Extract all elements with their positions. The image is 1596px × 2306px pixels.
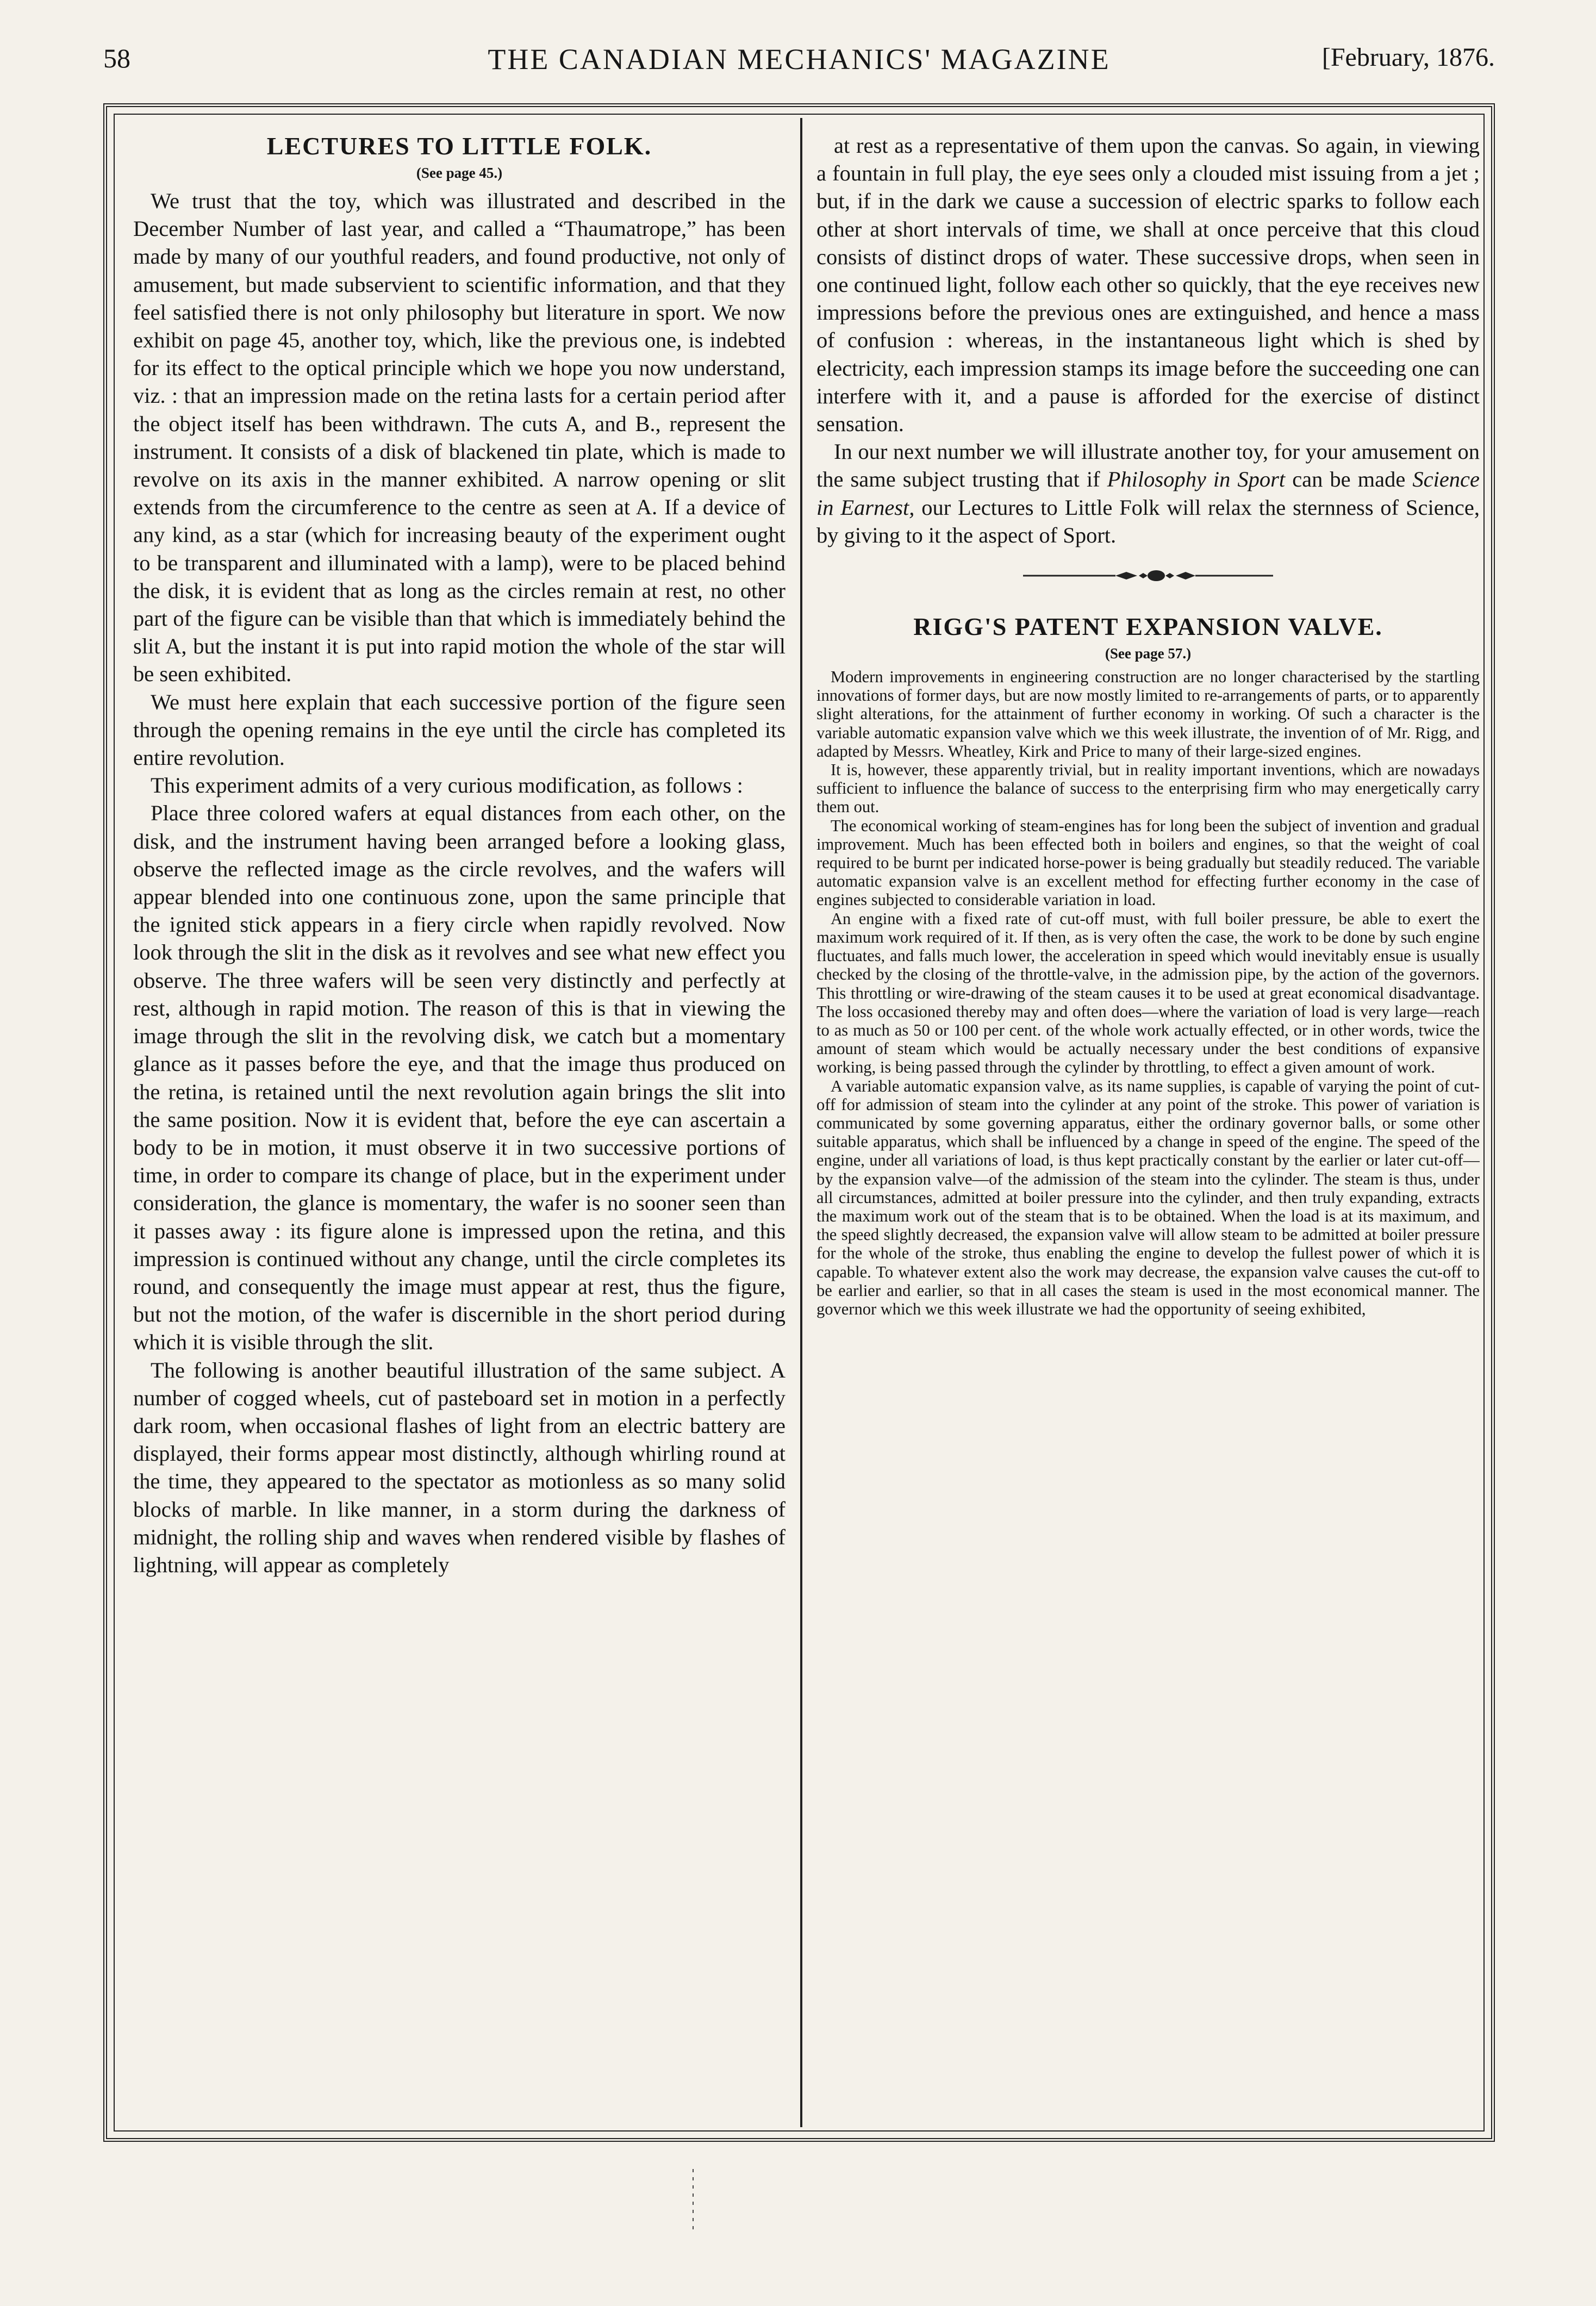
lectures-paragraph-3: This experiment admits of a very curious modification, as follows : xyxy=(151,773,743,798)
running-head xyxy=(103,42,1495,86)
lectures-paragraph-1: We trust that the toy, which was illustrated and described in the December Number of last year, and called a “Thaumatrope,” has been made by many of our youthful readers, and found productive, not only of amusement, but made subservient to scientific information, and that they feel satisfied there is not only philosophy but literature in sport. We now exhibit on page 45, another toy, which, like the previous one, is indebted for its effect to the optical principle which we hope you now understand, viz. : that an impression made on the retina lasts for a certain period after the object itself has been withdrawn. The cuts A, and B., represent the instrument. It consists of a disk of blackened tin plate, which is made to revolve on its axis in the manner exhibited. A narrow opening or slit extends from the circumference to the centre as seen at A. If a device of any kind, as a star (which for increasing beauty of the experiment ought to be transparent and illuminated with a lamp), were to be placed behind the disk, it is evident that as long as the circles remain at rest, no other part of the figure can be visible than that which is immediately behind the slit A, but the instant it is put into rapid motion the whole of the star will be seen exhibited. xyxy=(133,189,785,687)
continuation-italic-philosophy: Philosophy in Sport xyxy=(1107,467,1286,492)
article-title-riggs: RIGG'S PATENT EXPANSION VALVE. xyxy=(913,613,1383,641)
continuation-text-a: In our next number we will illustrate another toy, for your amusement on the same subject trusting that if xyxy=(816,439,1480,492)
page-number: 58 xyxy=(103,43,130,73)
lectures-paragraph-4: Place three colored wafers at equal distances from each other, on the disk, and the instrument having been arranged before a looking glass, observe the reflected image as the circle revolves, and the wafers will appear blended into one continuous zone, upon the same principle that the ignited stick appears in a fiery circle when rapidly revolved. Now look through the slit in the disk as it revolves and see what new effect you observe. The three wafers will be seen very distinctly and perfectly at rest, although in rapid motion. The reason of this is that in viewing the image through the slit in the revolving disk, we catch but a momentary glance as it passes before the eye, and that the image thus produced on the retina, is retained until the next revolution again brings the slit into the same position. Now it is evident that, before the eye can ascertain a body to be in motion, it must observe it in two successive portions of time, in order to compare its change of place, but in the experiment under consideration, the glance is momentary, the wafer is no sooner seen than it passes away : its figure alone is impressed upon the retina, and this impression is continued without any change, until the circle completes its round, and consequently the image must appear at rest, thus the figure, but not the motion, of the wafer is discernible in the short period during which it is visible through the slit. xyxy=(133,801,785,1355)
continuation-paragraph-1: at rest as a representative of them upon the canvas. So again, in viewing a fountain in full play, the eye sees only a clouded mist issuing from a jet ; but, if in the dark we cause a succession of electric sparks to follow each other at short intervals of time, we shall at once perceive that this cloud consists of distinct drops of water. These successive drops, when seen in one continued light, follow each other so quickly, that the eye receives new impressions before the previous ones are extinguished, and hence a mass of confusion : whereas, in the instantaneous light which is shed by electricity, each impression stamps its image before the succeeding one can interfere with it, and a pause is afforded for the exercise of distinct sensation. xyxy=(816,133,1480,437)
left-column xyxy=(133,132,785,2116)
printer-mark-icon xyxy=(690,2169,696,2234)
page-frame xyxy=(103,103,1495,2142)
riggs-paragraph-4: An engine with a fixed rate of cut-off must, with full boiler pressure, be able to exert the maximum work required of it. If then, as is very often the case, the work to be done by such engine fluctuates, and falls much lower, the acceleration in speed which would inevitably ensue is usually checked by the closing of the throttle-valve, in the admission pipe, by the action of the governors. This throttling or wire-drawing of the steam causes it to be used at great economical disadvantage. The loss occasioned thereby may and often does—where the variation of load is very large—reach to as much as 50 or 100 per cent. of the whole work actually effected, or in other words, twice the amount of steam which would be actually necessary under the best conditions of expansive working, is being passed through the cylinder by throttling, to effect a given amount of work. xyxy=(816,909,1480,1077)
riggs-paragraph-2: It is, however, these apparently trivial, but in reality important inventions, which are nowadays sufficient to influence the balance of success to the enterprising firm who may energetically carry them out. xyxy=(816,761,1480,817)
lectures-paragraph-2: We must here explain that each successive portion of the figure seen through the opening remains in the eye until the circle has completed its entire revolution. xyxy=(133,689,785,770)
see-page-note-riggs: (See page 57.) xyxy=(1105,645,1192,662)
see-page-note-lectures: (See page 45.) xyxy=(416,165,503,181)
continuation-text-b: can be made xyxy=(1285,467,1413,492)
column-rule xyxy=(800,118,802,2127)
continuation-italic-science: Science in Earnest, xyxy=(816,467,1480,520)
riggs-paragraph-1: Modern improvements in engineering construction are no longer characterised by the startling innovations of former days, but are now mostly limited to re-arrangements of parts, or to apparently slight alterations, for the attainment of further economy in working. Of such a character is the variable automatic expansion valve which we this week illustrate, the invention of of Mr. Rigg, and adapted by Messrs. Wheatley, Kirk and Price to many of their large-sized engines. xyxy=(816,668,1480,761)
article-title-lectures: LECTURES TO LITTLE FOLK. xyxy=(266,132,652,160)
continuation-paragraph-2 xyxy=(816,438,1480,549)
right-column xyxy=(816,132,1480,2116)
continuation-text-c: our Lectures to Little Folk will relax the sternness of Science, by giving to it the aspect of Sport. xyxy=(816,495,1480,547)
riggs-paragraph-5: A variable automatic expansion valve, as its name supplies, is capable of varying the point of cut-off for admission of steam into the cylinder at any point of the stroke. This power of variation is communicated by some governing apparatus, either the ordinary governor balls, or some other suitable apparatus, which shall be influenced by a change in speed of the engine. The speed of the engine, under all variations of load, is thus kept practically constant by the earlier or later cut-off—by the expansion valve—of the admission of the steam into the cylinder. The steam is thus, under all circumstances, admitted at boiler pressure into the cylinder, and then truly expanding, extracts the maximum work out of the steam that is to be obtained. When the load is at its maximum, and the speed slightly decreased, the expansion valve will allow steam to be admitted at boiler pressure for the whole of the stroke, thus enabling the engine to develop the fullest power of which it is capable. To whatever extent also the work may decrease, the expansion valve causes the cut-off to be earlier and earlier, so that in all cases the steam is used in the most economical manner. The governor which we this week illustrate we had the opportunity of seeing exhibited, xyxy=(816,1076,1480,1318)
magazine-title: THE CANADIAN MECHANICS' MAGAZINE xyxy=(488,43,1111,76)
lectures-paragraph-5: The following is another beautiful illustration of the same subject. A number of cogged wheels, cut of pasteboard set in motion in a perfectly dark room, when occasional flashes of light from an electric battery are displayed, their forms appear most distinctly, although whirling round at the time, they appeared to the spectator as motionless as so many solid blocks of marble. In like manner, in a storm during the darkness of midnight, the rolling ship and waves when rendered visible by flashes of lightning, will appear as completely xyxy=(133,1357,785,1577)
lectures-continuation xyxy=(816,132,1480,549)
riggs-article-body xyxy=(816,668,1480,1318)
issue-date: [February, 1876. xyxy=(1321,43,1495,72)
ornament-divider-icon xyxy=(1023,568,1273,584)
riggs-paragraph-3: The economical working of steam-engines has for long been the subject of invention and gradual improvement. Much has been effected both in boilers and engines, so that the weight of coal required to be burnt per indicated horse-power is being gradually but steadily reduced. The variable automatic expansion valve is an excellent method for effecting further economy in the case of engines subjected to considerable variation in load. xyxy=(816,816,1480,909)
